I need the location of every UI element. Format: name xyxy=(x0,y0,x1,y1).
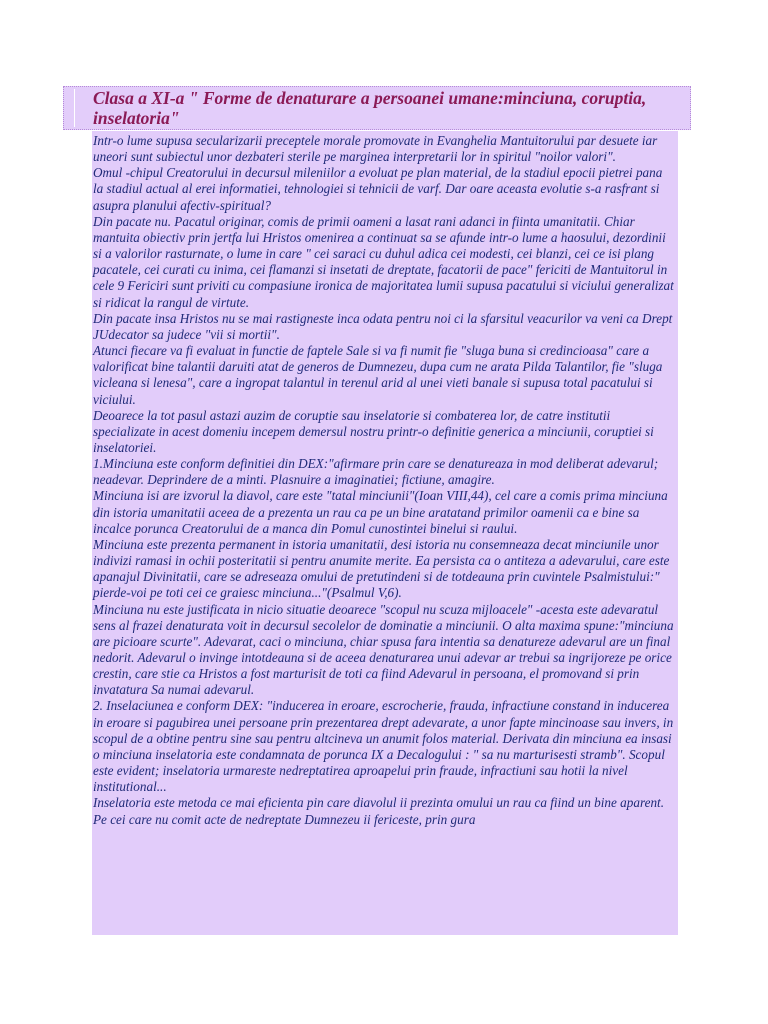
paragraph: Atunci fiecare va fi evaluat in functie de faptele Sale si va fi numit fie "sluga buna si credincioasa" care a valorificat bine talantii daruiti atat de generos de Dumnezeu, dupa cum ne arata Pilda Talantilor, fie "sluga vicleana si lenesa", care a ingropat talantul in terenul arid al unei vieti banale si supusa total pacatului si viciului. xyxy=(93,343,663,407)
document-body xyxy=(92,131,678,935)
paragraph: Din pacate nu. Pacatul originar, comis de primii oameni a lasat rani adanci in fiinta umanitatii. Chiar mantuita obiectiv prin jertfa lui Hristos omenirea a continuat sa se afunde intr-o lume a haosului, dezordinii si a valorilor rasturnate, o lume in care " cei saraci cu duhul adica cei modesti, cei blanzi, cei ce isi plang pacatele, cei curati cu inima, cei flamanzi si insetati de dreptate, facatorii de pace" fericiti de Mantuitorul in cele 9 Fericiri sunt priviti cu compasiune ironica de majoritatea lumii supusa pacatului si viciului generalizat si ridicat la rangul de virtute. xyxy=(93,213,674,310)
paragraph: 1.Minciuna este conform definitiei din DEX:"afirmare prin care se denatureaza in mod deliberat adevarul; neadevar. Deprindere de a minti. Plasnuire a imaginatiei; fictiune, amagire. xyxy=(93,456,659,488)
title-box xyxy=(63,86,691,130)
paragraph: Deoarece la tot pasul astazi auzim de coruptie sau inselatorie si combaterea lor, de catre institutii specializate in acest domeniu incepem demersul nostru printr-o definitie generica a minciunii, coruptiei si inselatoriei. xyxy=(93,407,654,455)
paragraph: Minciuna nu este justificata in nicio situatie deoarece "scopul nu scuza mijloacele" -acesta este adevaratul sens al frazei denaturata voit in decursul secolelor de dominatie a minciunii. O alta maxima spune:"minciuna are picioare scurte". Adevarat, caci o minciuna, chiar spusa fara intentia sa denatureze adevarul are un final nedorit. Adevarul o invinge intotdeauna si de aceea denaturarea unui adevar ar trebui sa ingrijoreze pe orice crestin, care stie ca Hristos a fost marturisit de toti ca fiind Adevarul in persoana, el promovand si prin invatatura Sa numai adevarul. xyxy=(93,601,674,698)
paragraph: Minciuna isi are izvorul la diavol, care este "tatal minciunii"(Ioan VIII,44), cel care a comis prima minciuna din istoria umanitatii aceea de a prezenta un rau ca pe un bine aratatand primilor oamenii ca e bine sa incalce porunca Creatorului de a manca din Pomul cunostintei binelui si raului. xyxy=(93,488,668,536)
paragraph: Inselatoria este metoda ce mai eficienta pin care diavolul ii prezinta omului un rau ca fiind un bine aparent. Pe cei care nu comit acte de nedreptate Dumnezeu ii fericeste, prin gura xyxy=(93,795,665,827)
paragraph: Minciuna este prezenta permanent in istoria umanitatii, desi istoria nu consemneaza decat minciunile unor indivizi ramasi in ochii posteritatii si pentru anumite merite. Ea persista ca o antiteza a adevarului, care este apanajul Divinitatii, care se adreseaza omului de pretutindeni si de totdeauna prin cuvintele Psalmistului:" pierde-voi pe toti cei ce graiesc minciuna..."(Psalmul V,6). xyxy=(93,536,670,601)
paragraph: 2. Inselaciunea e conform DEX: "inducerea in eroare, escrocherie, frauda, infractiune constand in inducerea in eroare si pagubirea unei persoane prin prezentarea drept adevarate, a unor fapte mincinoase sau invers, in scopul de a obtine pentru sine sau pentru altcineva un anumit folos material. Derivata din minciuna ea insasi o minciuna inselatoria este condamnata de porunca IX a Decalogului : " sa nu marturisesti stramb". Scopul este evident; inselatoria urmareste nedreptatirea aproapelui prin fraude, infractiuni sau hotii la nivel institutional... xyxy=(93,698,674,795)
title-marker xyxy=(74,89,75,127)
paragraph: Intr-o lume supusa secularizarii preceptele morale promovate in Evanghelia Mantuitorului par desuete iar uneori sunt subiectul unor dezbateri sterile pe marginea interpretarii lor in spiritul "noilor valori". xyxy=(93,133,658,165)
paragraph: Din pacate insa Hristos nu se mai rastigneste inca odata pentru noi ci la sfarsitul veacurilor va veni ca Drept JUdecator sa judece "vii si mortii". xyxy=(93,310,673,342)
document-title: Clasa a XI-a " Forme de denaturare a persoanei umane:minciuna, coruptia, inselatoria" xyxy=(93,88,647,128)
paragraph: Omul -chipul Creatorului in decursul mileniilor a evoluat pe plan material, de la stadiul epocii pietrei pana la stadiul actual al erei informatiei, tehnologiei si tehnicii de varf. Dar oare aceasta evolutie s-a rasfrant si asupra planului afectiv-spiritual? xyxy=(93,165,663,213)
